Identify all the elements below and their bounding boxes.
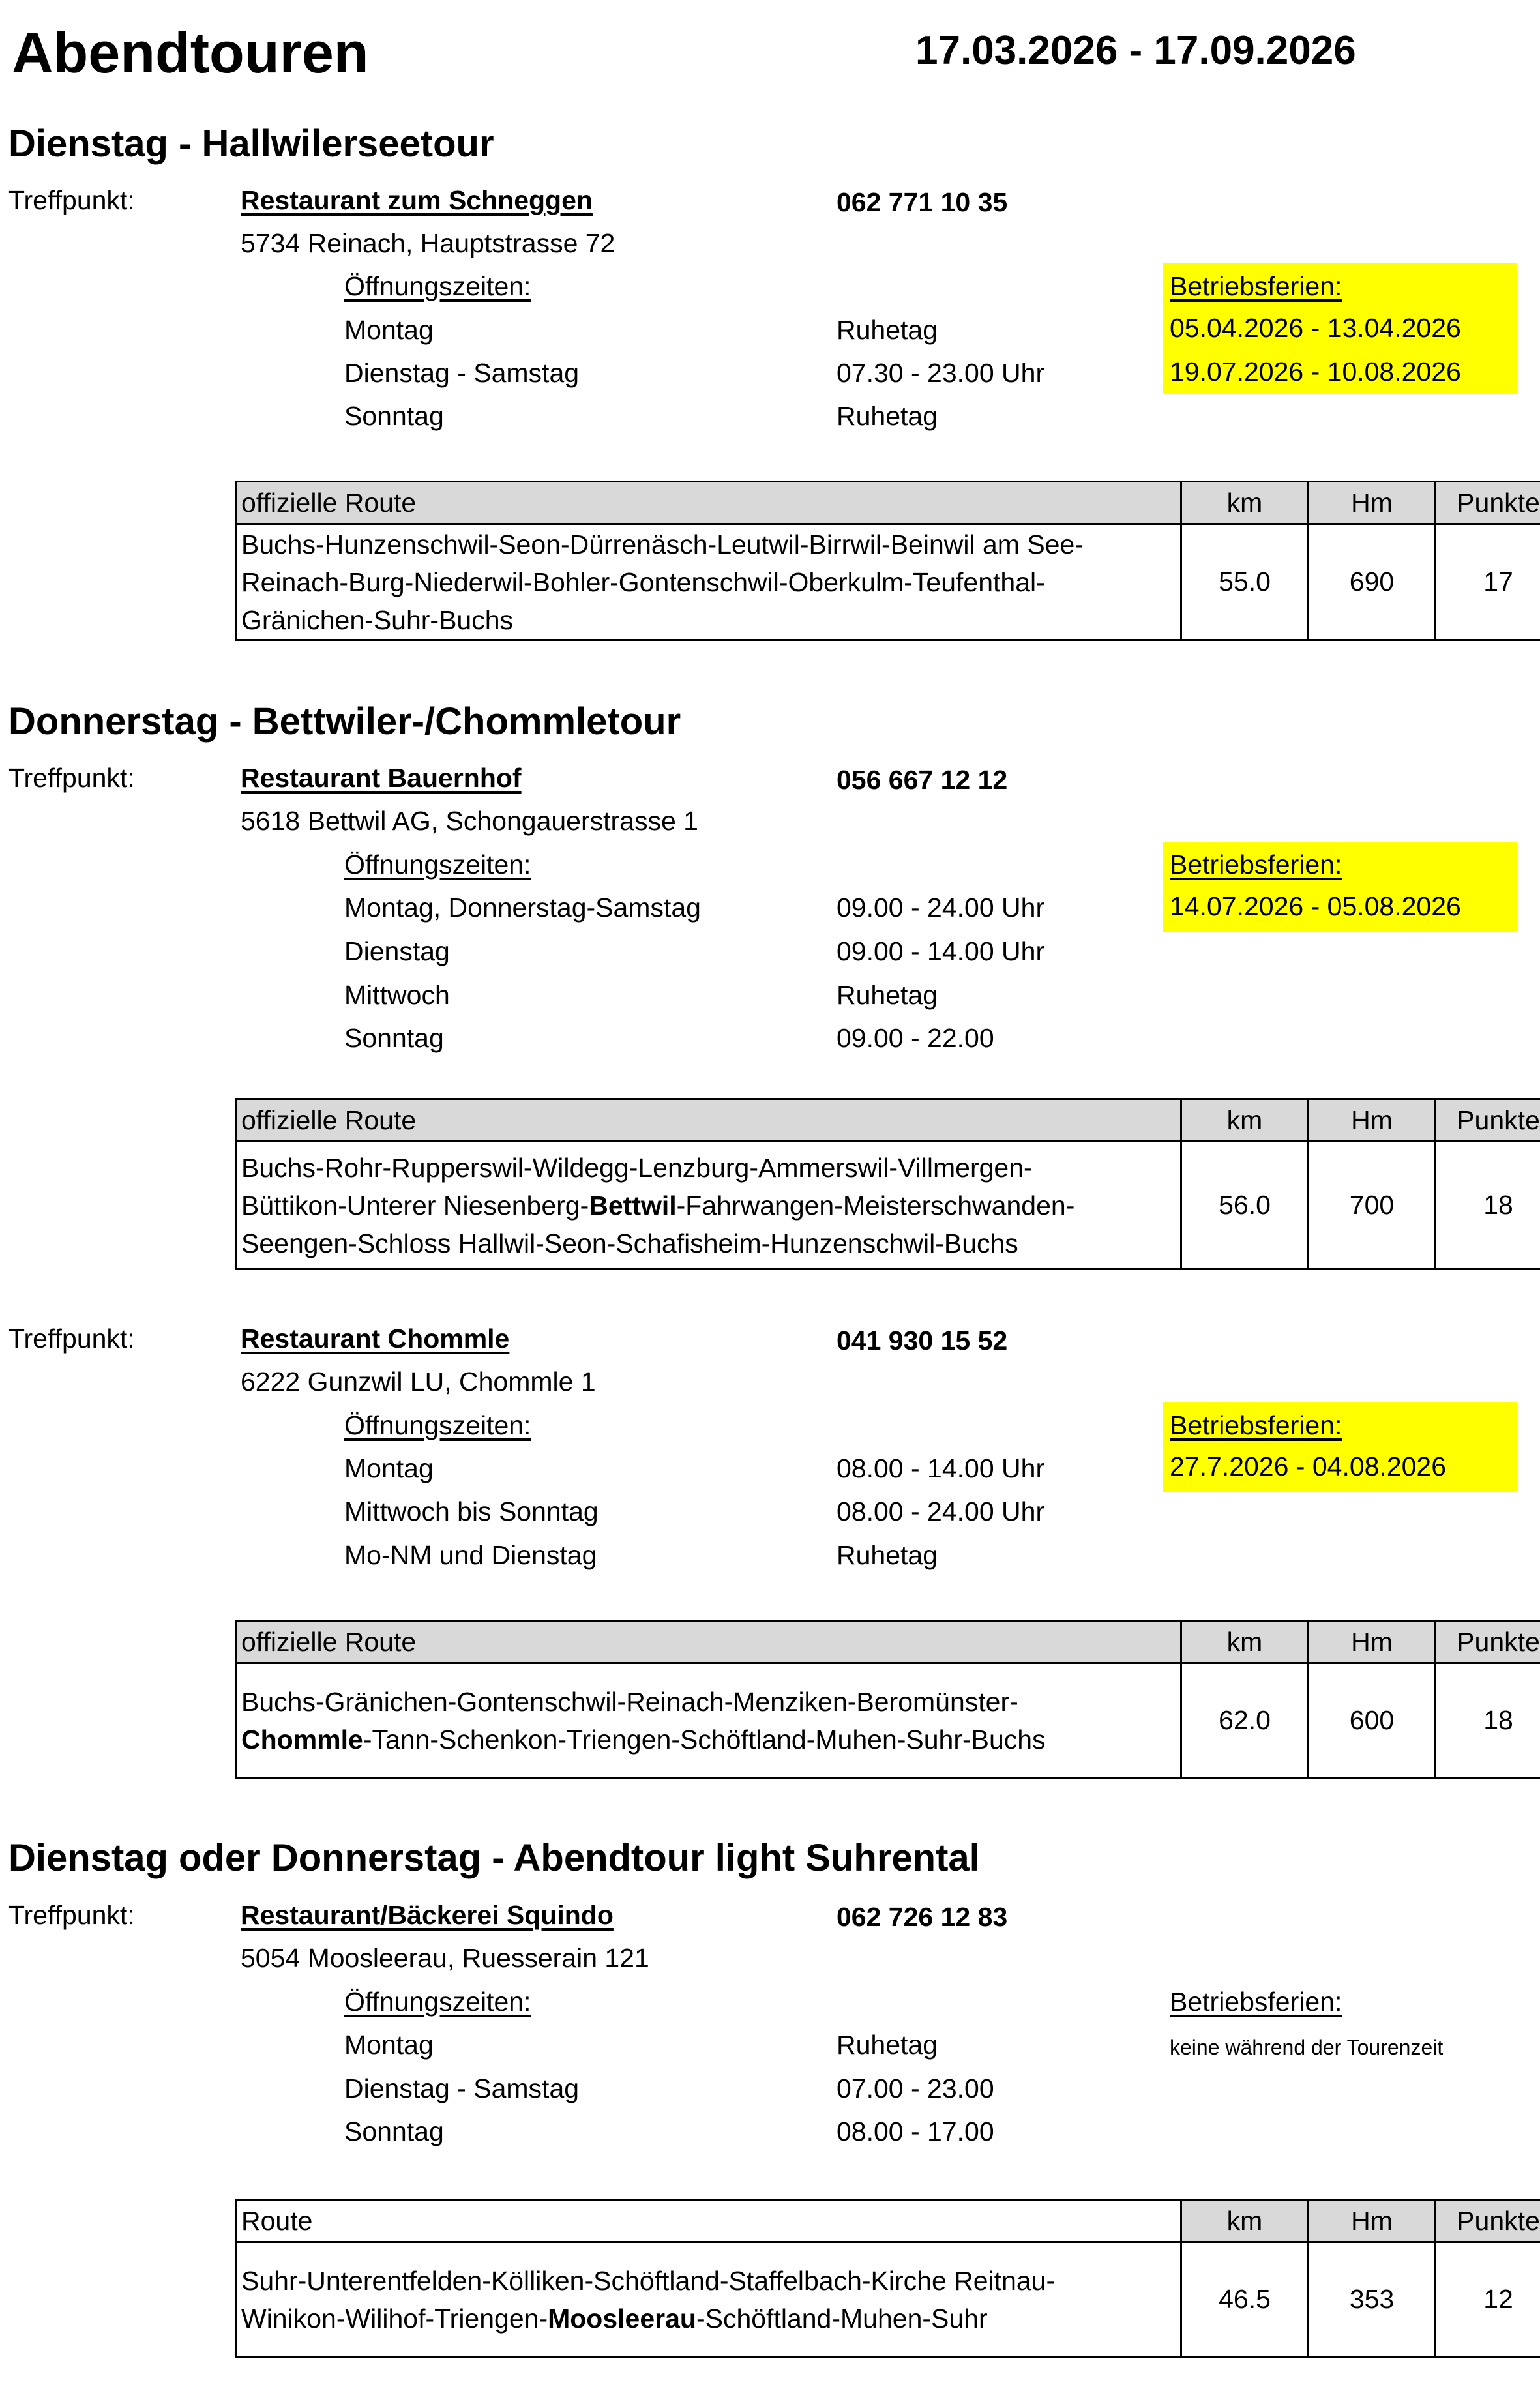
restaurant-name: Restaurant Bauernhof — [241, 763, 522, 793]
punkte-header: Punkte — [1436, 482, 1540, 524]
holiday-range: 19.07.2026 - 10.08.2026 — [1170, 357, 1461, 387]
hours-day: Montag — [344, 2030, 434, 2060]
hours-time: 09.00 - 24.00 Uhr — [837, 893, 1045, 923]
holiday-range: 27.7.2026 - 04.08.2026 — [1170, 1451, 1447, 1481]
route-hm: 690 — [1309, 524, 1436, 640]
route-segment: Buchs-Hunzenschwil-Seon-Dürrenäsch-Leutwil-Birrwil-Beinwil am See- — [241, 529, 1084, 559]
route-km: 46.5 — [1181, 2242, 1309, 2357]
route-segment: -Fahrwangen-Meisterschwanden- — [676, 1190, 1075, 1221]
page-title: Abendtouren — [12, 20, 369, 85]
route-header: offizielle Route — [237, 1621, 1181, 1663]
treffpunkt-label: Treffpunkt: — [8, 763, 135, 793]
address: 5054 Moosleerau, Ruesserain 121 — [241, 1943, 649, 1973]
holidays-label: Betriebsferien: — [1170, 271, 1342, 301]
hm-header: Hm — [1309, 1099, 1436, 1142]
route-table — [235, 1620, 1540, 1779]
hours-time: Ruhetag — [837, 2030, 938, 2060]
route-line — [241, 1721, 1176, 1758]
hours-time: 07.30 - 23.00 Uhr — [837, 358, 1045, 388]
hm-header: Hm — [1309, 482, 1436, 524]
route-header: Route — [237, 2200, 1181, 2242]
route-segment: Buchs-Rohr-Rupperswil-Wildegg-Lenzburg-Ammerswil-Villmergen- — [241, 1152, 1033, 1183]
treffpunkt-label: Treffpunkt: — [8, 185, 135, 215]
holiday-range: 14.07.2026 - 05.08.2026 — [1170, 891, 1461, 921]
route-description — [237, 1142, 1181, 1269]
hours-day: Montag, Donnerstag-Samstag — [344, 893, 701, 923]
km-header: km — [1181, 2200, 1309, 2242]
route-hm: 353 — [1309, 2242, 1436, 2357]
treffpunkt-label: Treffpunkt: — [8, 1324, 135, 1354]
route-line — [241, 1224, 1176, 1262]
route-segment: Gränichen-Suhr-Buchs — [241, 604, 514, 635]
hours-time: Ruhetag — [837, 315, 938, 345]
route-description — [237, 2242, 1181, 2357]
hours-time: 08.00 - 24.00 Uhr — [837, 1496, 1045, 1526]
hours-day: Sonntag — [344, 2116, 444, 2146]
address: 5618 Bettwil AG, Schongauerstrasse 1 — [241, 806, 698, 836]
route-segment: Reinach-Burg-Niederwil-Bohler-Gontenschwil-Oberkulm-Teufenthal- — [241, 567, 1045, 597]
route-line — [241, 2262, 1176, 2300]
route-segment: Winikon-Wilihof-Triengen- — [241, 2303, 548, 2334]
holidays-label: Betriebsferien: — [1170, 1410, 1342, 1440]
opening-hours-label: Öffnungszeiten: — [344, 850, 531, 880]
restaurant-name: Restaurant Chommle — [241, 1324, 510, 1354]
opening-hours-label: Öffnungszeiten: — [344, 271, 531, 301]
hours-time: 08.00 - 14.00 Uhr — [837, 1453, 1045, 1483]
hm-header: Hm — [1309, 1621, 1436, 1663]
route-punkte: 12 — [1436, 2242, 1540, 2357]
hours-time: Ruhetag — [837, 401, 938, 431]
address: 6222 Gunzwil LU, Chommle 1 — [241, 1367, 596, 1397]
section-heading: Dienstag oder Donnerstag - Abendtour light Suhrental — [8, 1837, 980, 1879]
km-header: km — [1181, 482, 1309, 524]
route-line — [241, 1187, 1176, 1224]
route-segment: -Schöftland-Muhen-Suhr — [696, 2303, 988, 2334]
hm-header: Hm — [1309, 2200, 1436, 2242]
hours-day: Sonntag — [344, 401, 444, 431]
opening-hours-label: Öffnungszeiten: — [344, 1410, 531, 1440]
punkte-header: Punkte — [1436, 2200, 1540, 2242]
route-punkte: 18 — [1436, 1142, 1540, 1269]
route-line — [241, 1149, 1176, 1187]
punkte-header: Punkte — [1436, 1099, 1540, 1142]
hours-time: 09.00 - 14.00 Uhr — [837, 936, 1045, 966]
route-stop-highlight: Bettwil — [589, 1190, 677, 1221]
route-segment: Seengen-Schloss Hallwil-Seon-Schafisheim-Hunzenschwil-Buchs — [241, 1228, 1018, 1258]
km-header: km — [1181, 1621, 1309, 1663]
treffpunkt-label: Treffpunkt: — [8, 1900, 135, 1930]
route-segment: Büttikon-Unterer Niesenberg- — [241, 1190, 589, 1221]
route-description — [237, 524, 1181, 640]
hours-day: Dienstag - Samstag — [344, 2073, 580, 2103]
route-punkte: 18 — [1436, 1663, 1540, 1778]
route-stop-highlight: Chommle — [241, 1724, 363, 1755]
route-km: 55.0 — [1181, 524, 1309, 640]
route-km: 62.0 — [1181, 1663, 1309, 1778]
hours-day: Dienstag — [344, 936, 450, 966]
hours-day: Mittwoch bis Sonntag — [344, 1496, 599, 1526]
hours-day: Sonntag — [344, 1023, 444, 1053]
phone-number: 056 667 12 12 — [837, 765, 1008, 795]
holidays-note: keine während der Tourenzeit — [1170, 2036, 1444, 2059]
holidays-label: Betriebsferien: — [1170, 850, 1342, 880]
route-segment: Buchs-Gränichen-Gontenschwil-Reinach-Menziken-Beromünster- — [241, 1686, 1018, 1717]
route-header: offizielle Route — [237, 482, 1181, 524]
route-header: offizielle Route — [237, 1099, 1181, 1142]
holiday-range: 05.04.2026 - 13.04.2026 — [1170, 313, 1461, 343]
km-header: km — [1181, 1099, 1309, 1142]
restaurant-name: Restaurant zum Schneggen — [241, 185, 593, 215]
section-heading: Donnerstag - Bettwiler-/Chommletour — [8, 700, 681, 743]
hours-time: 09.00 - 22.00 — [837, 1023, 994, 1053]
route-segment: -Tann-Schenkon-Triengen-Schöftland-Muhen-Suhr-Buchs — [363, 1724, 1046, 1755]
route-hm: 700 — [1309, 1142, 1436, 1269]
hours-day: Dienstag - Samstag — [344, 358, 580, 388]
phone-number: 062 771 10 35 — [837, 187, 1008, 217]
holidays-label: Betriebsferien: — [1170, 1987, 1342, 2017]
hours-day: Montag — [344, 1453, 434, 1483]
route-table — [235, 481, 1540, 641]
hours-day: Mo-NM und Dienstag — [344, 1540, 597, 1570]
hours-time: 07.00 - 23.00 — [837, 2073, 994, 2103]
route-stop-highlight: Moosleerau — [548, 2303, 696, 2334]
route-line — [241, 2300, 1176, 2337]
route-km: 56.0 — [1181, 1142, 1309, 1269]
phone-number: 062 726 12 83 — [837, 1902, 1008, 1932]
route-punkte: 17 — [1436, 524, 1540, 640]
punkte-header: Punkte — [1436, 1621, 1540, 1663]
section-heading: Dienstag - Hallwilerseetour — [8, 123, 494, 165]
route-hm: 600 — [1309, 1663, 1436, 1778]
hours-time: Ruhetag — [837, 980, 938, 1010]
hours-time: Ruhetag — [837, 1540, 938, 1570]
hours-time: 08.00 - 17.00 — [837, 2116, 994, 2146]
phone-number: 041 930 15 52 — [837, 1326, 1008, 1356]
route-line — [241, 601, 1176, 639]
address: 5734 Reinach, Hauptstrasse 72 — [241, 228, 615, 258]
season-period: 17.03.2026 - 17.09.2026 — [915, 28, 1356, 73]
route-table — [235, 1098, 1540, 1270]
opening-hours-label: Öffnungszeiten: — [344, 1987, 531, 2017]
route-line — [241, 563, 1176, 601]
route-line — [241, 1683, 1176, 1721]
restaurant-name: Restaurant/Bäckerei Squindo — [241, 1900, 614, 1930]
route-line — [241, 526, 1176, 563]
route-description — [237, 1663, 1181, 1778]
hours-day: Montag — [344, 315, 434, 345]
route-table — [235, 2199, 1540, 2358]
hours-day: Mittwoch — [344, 980, 450, 1010]
route-segment: Suhr-Unterentfelden-Kölliken-Schöftland-Staffelbach-Kirche Reitnau- — [241, 2265, 1056, 2296]
